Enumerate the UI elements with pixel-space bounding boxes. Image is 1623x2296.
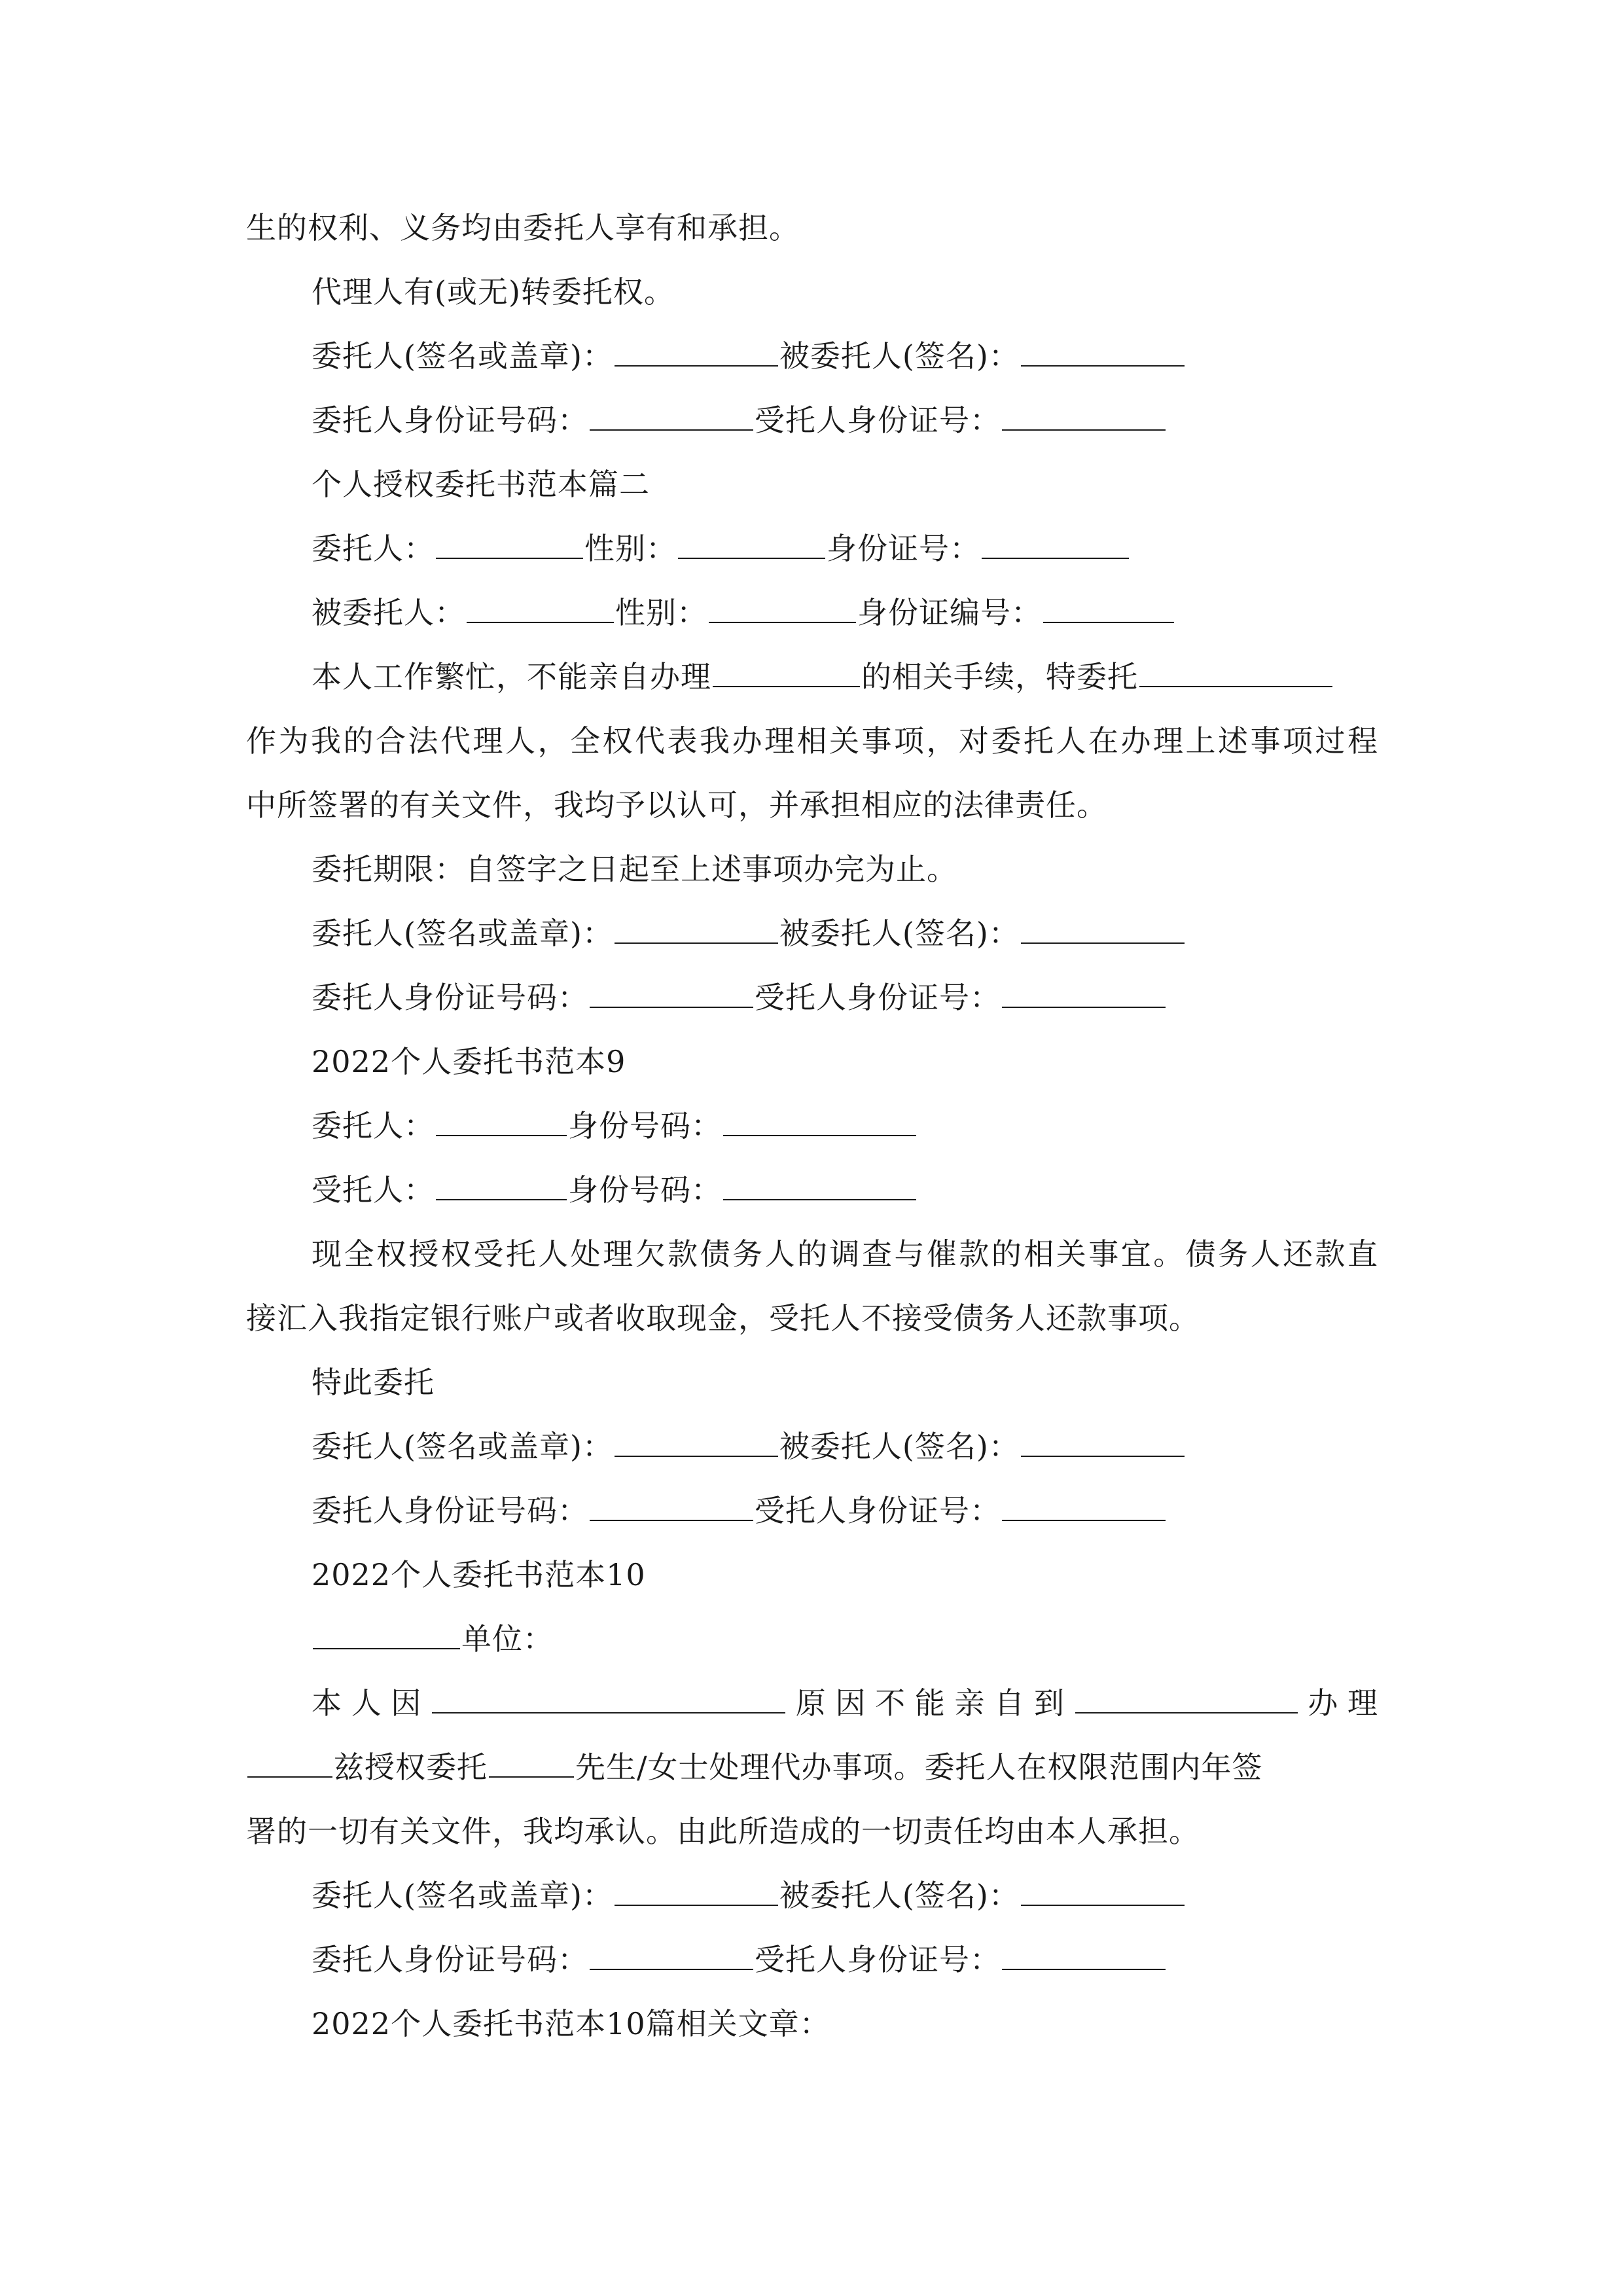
label: 委托人(签名或盖章)： — [312, 338, 613, 374]
heading-text: 个人授权委托书范本篇二 — [312, 467, 650, 502]
label: 委托人身份证号码： — [312, 1942, 588, 1977]
label: 委托人身份证号码： — [312, 1493, 588, 1528]
text: 先生/女士处理代办事项。委托人在权限范围内年签 — [575, 1749, 1263, 1785]
text: 兹授权委托 — [334, 1749, 488, 1785]
related-articles-heading — [246, 2004, 1378, 2043]
label: 受托人身份证号： — [755, 1942, 1001, 1977]
blank-underline — [590, 1943, 753, 1970]
blank-underline — [1002, 403, 1166, 431]
label: 身份号码： — [568, 1172, 722, 1208]
paragraph-line — [246, 1363, 1378, 1402]
blank-underline — [247, 1750, 332, 1778]
label: 委托人身份证号码： — [312, 980, 588, 1015]
blank-underline — [489, 1750, 574, 1778]
label: 受托人： — [312, 1172, 435, 1208]
label: 被委托人(签名)： — [779, 1429, 1020, 1464]
blank-underline — [313, 1622, 460, 1649]
blank-underline — [436, 1173, 567, 1200]
blank-underline — [723, 1109, 916, 1136]
text: 中所签署的有关文件，我均予以认可，并承担相应的法律责任。 — [246, 787, 1107, 823]
blank-underline — [1043, 596, 1174, 623]
label: 身份证号： — [827, 531, 980, 566]
paragraph-line — [246, 1299, 1378, 1338]
blank-underline — [1139, 660, 1332, 687]
paragraph-line — [246, 272, 1378, 312]
label: 受托人身份证号： — [755, 403, 1001, 438]
blank-underline — [1021, 1429, 1185, 1457]
paragraph-line — [246, 785, 1378, 825]
label: 被委托人(签名)： — [779, 338, 1020, 374]
text: 原因不能亲自到 — [787, 1685, 1074, 1721]
blank-underline — [678, 531, 825, 559]
paragraph-line — [246, 850, 1378, 889]
blank-underline — [1075, 1686, 1298, 1713]
blank-underline — [467, 596, 614, 623]
form-line — [246, 1619, 1378, 1659]
label: 单位： — [461, 1621, 554, 1657]
blank-underline — [436, 531, 583, 559]
section-heading — [246, 1555, 1378, 1594]
heading-text: 2022个人委托书范本10 — [312, 1557, 646, 1592]
heading-text: 2022个人委托书范本10篇相关文章： — [312, 2006, 830, 2041]
blank-underline — [615, 916, 778, 944]
blank-underline — [1021, 339, 1185, 367]
text: 署的一切有关文件，我均承认。由此所造成的一切责任均由本人承担。 — [246, 1814, 1200, 1849]
paragraph-line — [246, 1748, 1378, 1787]
paragraph-line — [246, 721, 1378, 761]
label: 被委托人： — [312, 595, 465, 630]
label: 性别： — [584, 531, 677, 566]
label: 委托人(签名或盖章)： — [312, 916, 613, 951]
label: 被委托人(签名)： — [779, 916, 1020, 951]
signature-line — [246, 1876, 1378, 1915]
signature-line — [246, 1427, 1378, 1466]
signature-line — [246, 914, 1378, 953]
text: 生的权利、义务均由委托人享有和承担。 — [246, 210, 800, 245]
blank-underline — [709, 596, 856, 623]
label: 委托人身份证号码： — [312, 403, 588, 438]
label: 委托人： — [312, 1108, 435, 1143]
paragraph-line — [246, 1683, 1378, 1723]
form-line — [246, 529, 1378, 568]
label: 性别： — [615, 595, 707, 630]
text: 作为我的合法代理人，全权代表我办理相关事项，对委托人在办理上述事项过程 — [246, 723, 1378, 759]
blank-underline — [713, 660, 860, 687]
paragraph-line — [246, 657, 1378, 696]
paragraph-line — [246, 1812, 1378, 1851]
blank-underline — [1021, 1878, 1185, 1906]
id-number-line — [246, 978, 1378, 1017]
blank-underline — [1002, 1943, 1166, 1970]
blank-underline — [982, 531, 1129, 559]
id-number-line — [246, 401, 1378, 440]
label: 身份号码： — [568, 1108, 722, 1143]
blank-underline — [590, 1494, 753, 1521]
text: 的相关手续，特委托 — [861, 659, 1138, 694]
label: 委托人： — [312, 531, 435, 566]
text: 特此委托 — [312, 1365, 435, 1400]
label: 受托人身份证号： — [755, 980, 1001, 1015]
blank-underline — [1002, 980, 1166, 1008]
blank-underline — [615, 1878, 778, 1906]
form-line — [246, 593, 1378, 632]
label: 身份证编号： — [857, 595, 1042, 630]
text: 本人因 — [312, 1685, 431, 1721]
form-line — [246, 1170, 1378, 1210]
blank-underline — [432, 1686, 785, 1713]
blank-underline — [615, 339, 778, 367]
paragraph-line — [246, 208, 1378, 247]
paragraph-line — [246, 1234, 1378, 1274]
text: 办理 — [1298, 1685, 1379, 1721]
blank-underline — [436, 1109, 567, 1136]
label: 委托人(签名或盖章)： — [312, 1429, 613, 1464]
id-number-line — [246, 1940, 1378, 1979]
text: 本人工作繁忙，不能亲自办理 — [312, 659, 711, 694]
id-number-line — [246, 1491, 1378, 1530]
section-heading — [246, 465, 1378, 504]
label: 委托人(签名或盖章)： — [312, 1878, 613, 1913]
section-heading — [246, 1042, 1378, 1081]
text: 现全权授权受托人处理欠款债务人的调查与催款的相关事宜。债务人还款直 — [312, 1236, 1378, 1272]
signature-line — [246, 336, 1378, 376]
blank-underline — [1021, 916, 1185, 944]
blank-underline — [590, 403, 753, 431]
label: 受托人身份证号： — [755, 1493, 1001, 1528]
text: 代理人有(或无)转委托权。 — [312, 274, 675, 310]
form-line — [246, 1106, 1378, 1145]
text: 委托期限：自签字之日起至上述事项办完为止。 — [312, 852, 957, 887]
blank-underline — [723, 1173, 916, 1200]
label: 被委托人(签名)： — [779, 1878, 1020, 1913]
text: 接汇入我指定银行账户或者收取现金，受托人不接受债务人还款事项。 — [246, 1300, 1200, 1336]
blank-underline — [590, 980, 753, 1008]
heading-text: 2022个人委托书范本9 — [312, 1044, 626, 1079]
blank-underline — [615, 1429, 778, 1457]
blank-underline — [1002, 1494, 1166, 1521]
